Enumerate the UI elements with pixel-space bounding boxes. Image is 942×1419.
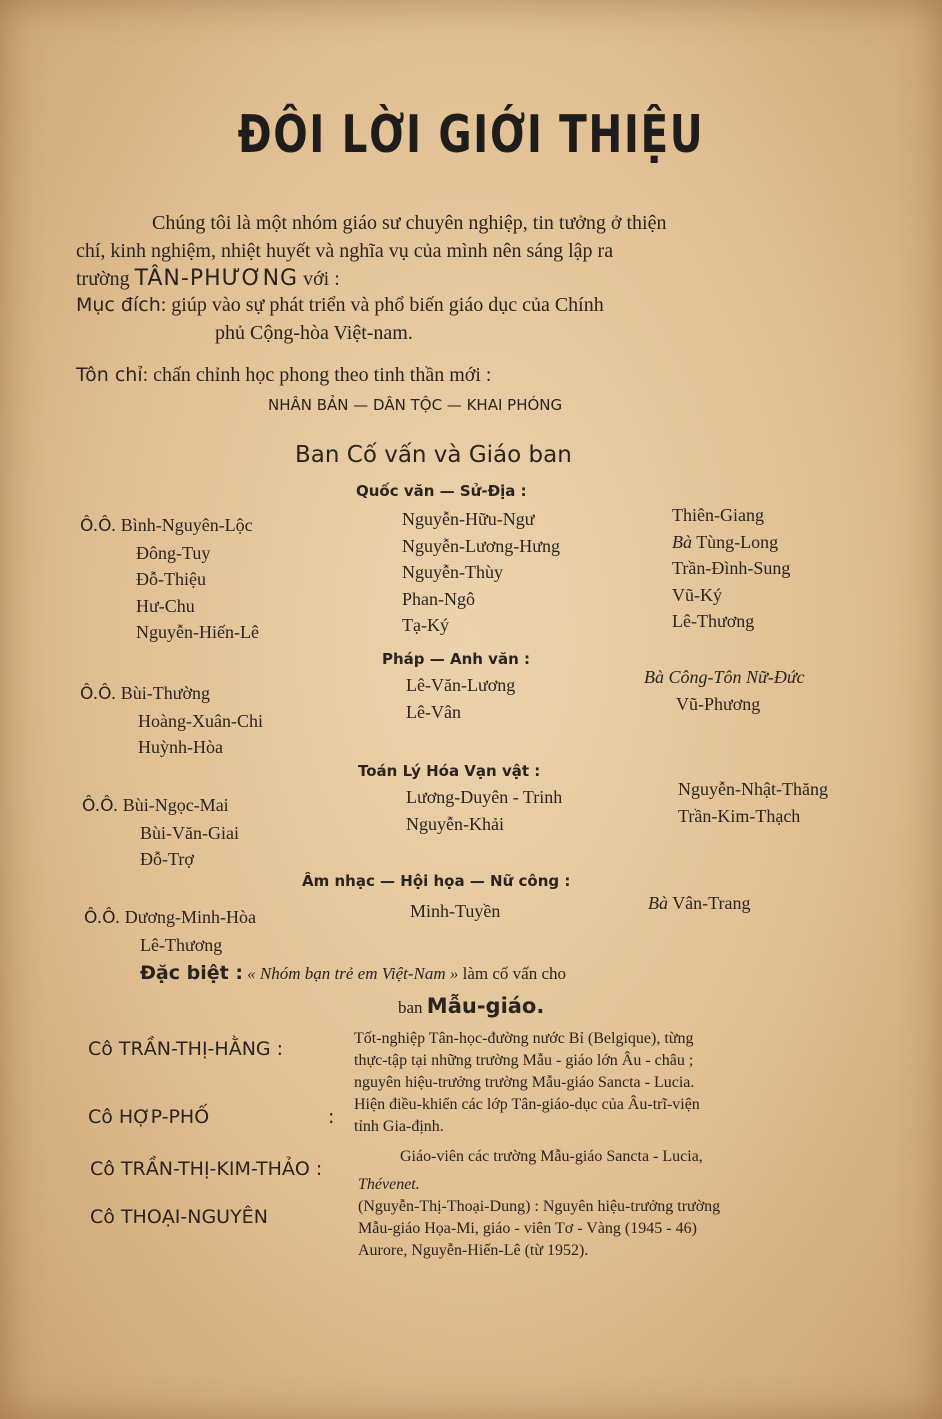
teacher-desc-1 (354, 1028, 694, 1094)
desc-line: nguyên hiệu-trưởng trường Mẫu-giáo Sancta - Lucia. (354, 1074, 695, 1091)
purpose-text-1: : giúp vào sự phát triển và phổ biến giáo dục của Chính (160, 294, 604, 316)
desc-line: (Nguyễn-Thị-Thoại-Dung) : Nguyên hiệu-trưởng trường (358, 1198, 721, 1215)
phap-anh-col-2 (644, 664, 805, 717)
school-name: TÂN-PHƯƠNG (134, 266, 299, 291)
special-line-2 (398, 994, 544, 1018)
special-text: làm cố vấn cho (462, 964, 567, 983)
desc-line: Tốt-nghiệp Tân-học-đường nước Bỉ (Belgique), từng (354, 1030, 694, 1047)
teacher-name: Lê-Thương (672, 611, 755, 631)
quoc-van-col-1 (402, 506, 560, 639)
ba-prefix: Bà (648, 893, 668, 913)
teacher-heading-1: Cô TRẦN-THỊ-HẰNG : (88, 1038, 284, 1060)
advisor-name: Bùi-Ngọc-Mai (122, 795, 229, 815)
advisor-name: Hoàng-Xuân-Chi (138, 710, 263, 731)
advisor-group-3 (82, 792, 239, 873)
toan-ly-col-2 (678, 776, 828, 829)
advisor-group-1 (80, 512, 259, 646)
special-quote: « Nhóm bạn trẻ em Việt-Nam » (247, 964, 459, 983)
teacher-desc-2 (354, 1094, 700, 1138)
intro-line-2: chí, kinh nghiệm, nhiệt huyết và nghĩa vụ của mình nên sáng lập ra (76, 240, 614, 262)
advisor-name: Hư-Chu (136, 595, 195, 616)
ba-prefix: Bà (672, 531, 692, 552)
teacher-name: Vũ-Ký (672, 584, 722, 605)
desc-line: Giáo-viên các trường Mẫu-giáo Sancta - Lucia, (400, 1148, 703, 1165)
teacher-desc-3 (400, 1146, 703, 1168)
advisor-name: Bình-Nguyên-Lộc (120, 515, 253, 535)
advisor-prefix: Ô.Ô. (82, 796, 119, 816)
desc-line: tỉnh Gia-định. (354, 1118, 444, 1135)
teacher-name: Nguyễn-Nhật-Thăng (678, 779, 828, 799)
advisor-prefix: Ô.Ô. (84, 908, 121, 928)
advisor-name: Huỳnh-Hòa (138, 737, 223, 757)
desc-line: Thévenet. (358, 1176, 420, 1193)
advisor-name: Dương-Minh-Hòa (124, 907, 256, 927)
advisor-name: Bùi-Văn-Giai (140, 822, 239, 843)
teacher-name: Nguyễn-Khải (406, 813, 504, 834)
special-line-1 (140, 962, 566, 984)
teacher-name: Minh-Tuyền (410, 901, 501, 921)
teacher-name: Tùng-Long (696, 531, 779, 552)
teacher-name: Vũ-Phương (676, 693, 761, 714)
teacher-name-label: Cô TRẦN-THỊ-KIM-THẢO : (90, 1158, 323, 1180)
intro-suffix: với : (303, 268, 340, 290)
teacher-name: Nguyễn-Lương-Hưng (402, 535, 561, 556)
intro-prefix: trường (76, 268, 130, 290)
board-heading: Ban Cố vấn và Giáo ban (295, 442, 572, 468)
desc-line: Mẫu-giáo Họa-Mi, giáo - viên Tơ - Vàng (1945 - 46) (358, 1220, 697, 1237)
teacher-name: Trần-Đình-Sung (672, 558, 791, 578)
teacher-name: Trần-Kim-Thạch (678, 805, 801, 826)
section-heading-quoc-van: Quốc văn — Sử-Địa : (356, 482, 527, 500)
principle-line (76, 360, 491, 390)
desc-line: Aurore, Nguyễn-Hiến-Lê (từ 1952). (358, 1242, 589, 1259)
section-heading-phap-anh: Pháp — Anh văn : (382, 650, 530, 668)
intro-line-1: Chúng tôi là một nhóm giáo sư chuyên nghiệp, tin tưởng ở thiện (152, 212, 667, 234)
advisor-prefix: Ô.Ô. (80, 516, 117, 536)
advisor-group-2 (80, 680, 263, 761)
am-nhac-col-2 (648, 890, 751, 917)
page-title: ĐÔI LỜI GIỚI THIỆU (237, 105, 705, 165)
teacher-heading-3 (90, 1158, 322, 1180)
purpose-line-2: phủ Cộng-hòa Việt-nam. (215, 322, 413, 344)
principle-label: Tôn chỉ (76, 364, 143, 386)
teacher-heading-4: Cô THOẠI-NGUYÊN (90, 1206, 268, 1228)
teacher-name: Lê-Văn-Lương (406, 675, 516, 695)
teacher-name: Lê-Vân (406, 701, 461, 722)
teacher-name: Thiên-Giang (672, 505, 764, 525)
advisor-name: Đông-Tuy (136, 542, 211, 563)
special-label: Đặc biệt : (140, 962, 243, 984)
teacher-name: Tạ-Ký (402, 615, 449, 635)
purpose-line-1 (76, 290, 604, 320)
advisor-prefix: Ô.Ô. (80, 684, 117, 704)
teacher-name: Phan-Ngô (402, 588, 475, 609)
ba-prefix: Bà (644, 667, 664, 687)
teacher-name: Vân-Trang (672, 893, 751, 913)
advisor-name: Bùi-Thường (120, 683, 210, 703)
advisor-name: Nguyễn-Hiến-Lê (136, 622, 259, 642)
advisor-group-4 (84, 904, 256, 958)
section-heading-toan-ly: Toán Lý Hóa Vạn vật : (358, 762, 541, 780)
motto: NHÂN BẢN — DÂN TỘC — KHAI PHÓNG (268, 396, 563, 414)
teacher-heading-2: Cô HỢP-PHỐ (88, 1106, 210, 1128)
section-heading-am-nhac: Âm nhạc — Hội họa — Nữ công : (302, 872, 571, 890)
teacher-name: Nguyễn-Hữu-Ngư (402, 509, 535, 529)
special-prefix: ban (398, 998, 423, 1017)
advisor-name: Đỗ-Trợ (140, 849, 194, 869)
quoc-van-col-2 (672, 502, 790, 635)
teacher-name: Lương-Duyên - Trinh (406, 787, 563, 807)
purpose-label: Mục đích (76, 294, 161, 316)
teacher-name: Nguyễn-Thùy (402, 562, 503, 582)
teacher-desc-4 (358, 1196, 720, 1262)
principle-text: : chấn chỉnh học phong theo tinh thần mới : (142, 364, 492, 386)
desc-line: thực-tập tại những trường Mẫu - giáo lớn Âu - châu ; (354, 1052, 694, 1069)
desc-line: Hiện điều-khiển các lớp Tân-giáo-dục của Âu-trĩ-viện (354, 1096, 700, 1113)
phap-anh-col-1 (406, 672, 515, 725)
teacher-sep: : (328, 1106, 335, 1128)
special-bold: Mẫu-giáo. (426, 994, 545, 1018)
toan-ly-col-1 (406, 784, 562, 837)
advisor-name: Lê-Thương (140, 934, 223, 955)
advisor-name: Đỗ-Thiệu (136, 569, 206, 589)
teacher-name: Công-Tôn Nữ-Đức (668, 667, 805, 687)
